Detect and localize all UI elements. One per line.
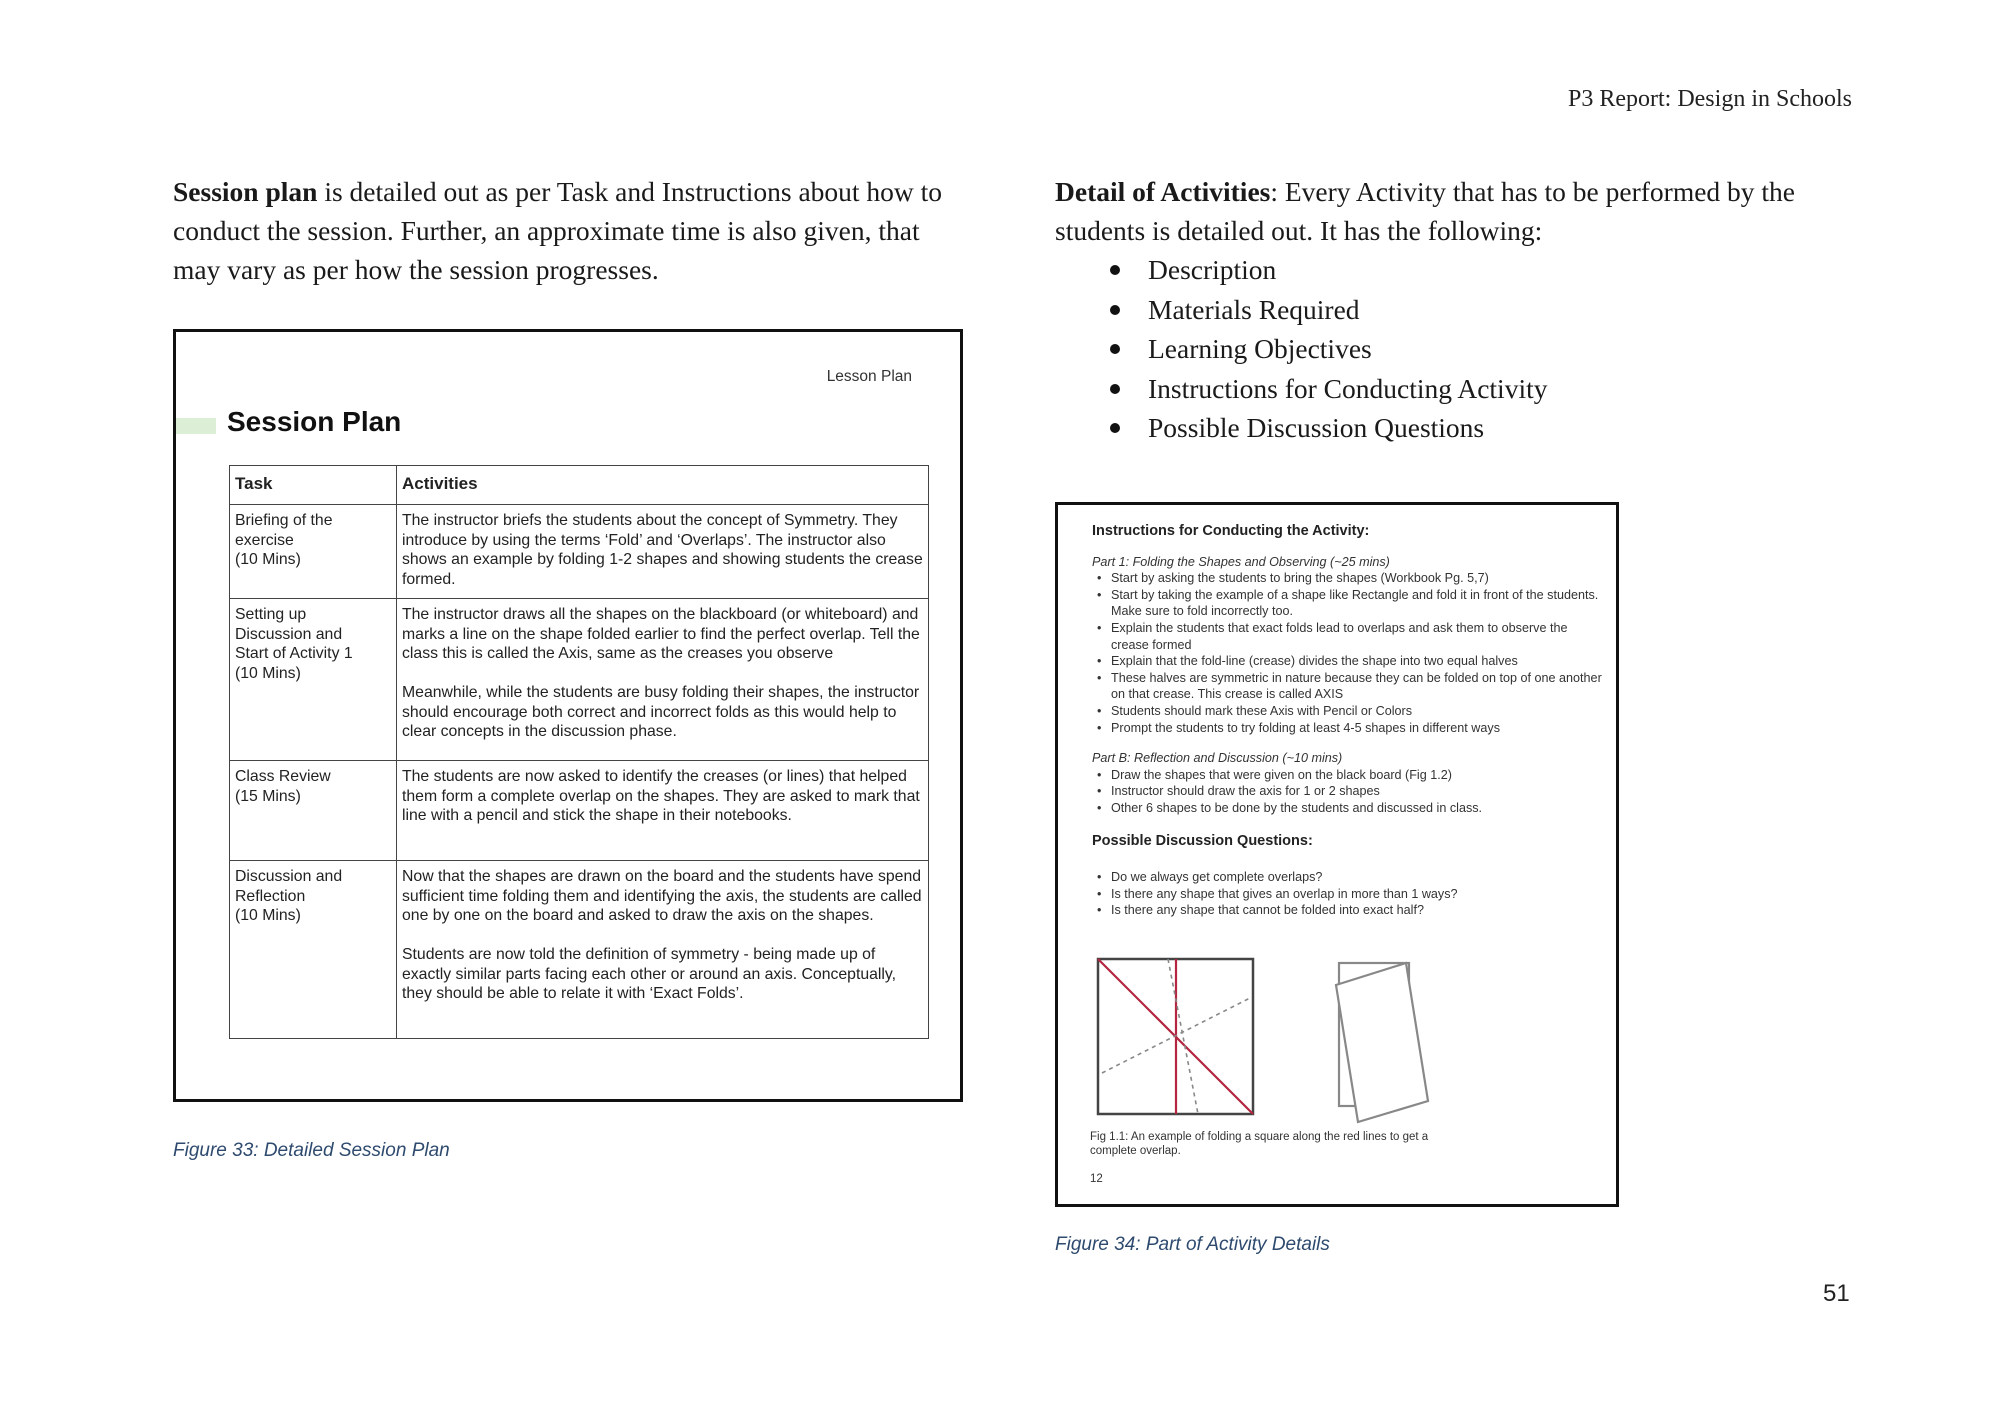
activities-cell: [397, 861, 929, 1039]
instructions-content: [1092, 523, 1602, 919]
list-item: • Is there any shape that gives an overlap in more than 1 ways?: [1106, 886, 1602, 903]
table-header-row: [230, 466, 929, 505]
activity-text: Now that the shapes are drawn on the board and the students have spend sufficient time folding them and identifying the axis, the students are called one by one on the board and asked to draw the axis on the shapes.: [402, 868, 922, 924]
list-item: Instructions for Conducting Activity: [1105, 369, 1855, 409]
list-item: • Prompt the students to try folding at least 4-5 shapes in different ways: [1106, 720, 1602, 737]
instructions-heading: Instructions for Conducting the Activity:: [1092, 523, 1370, 539]
diagram-caption: Fig 1.1: An example of folding a square along the red lines to get a complete overlap.: [1090, 1131, 1429, 1157]
task-line: (10 Mins): [235, 907, 301, 924]
header-task: Task: [230, 466, 397, 505]
discussion-questions-heading: Possible Discussion Questions:: [1092, 832, 1313, 849]
list-item: Description: [1105, 250, 1855, 290]
session-plan-paragraph: [173, 172, 973, 289]
activity-text: The students are now asked to identify the creases (or lines) that helped them form a complete overlap on the shapes. They are asked to mark that line with a pencil and stick the shape in their notebooks.: [402, 768, 920, 824]
figure-33-caption: Figure 33: Detailed Session Plan: [173, 1140, 450, 1161]
figure-34-caption: Figure 34: Part of Activity Details: [1055, 1234, 1330, 1255]
list-item: • Start by taking the example of a shape like Rectangle and fold it in front of the students. Make sure to fold incorrectly too.: [1106, 587, 1602, 620]
activity-text: Students are now told the definition of symmetry - being made up of exactly similar parts facing each other or around an axis. Conceptually, they should be able to relate it with ‘Exact Folds’.: [402, 946, 897, 1002]
list-item: Learning Objectives: [1105, 329, 1855, 369]
activity-text: The instructor briefs the students about the concept of Symmetry. They introduce by using the terms ‘Fold’ and ‘Overlaps’. The instructor also shows an example by folding 1-2 shapes and showing students the crease formed.: [402, 512, 923, 588]
list-item: • Do we always get complete overlaps?: [1106, 869, 1602, 886]
task-line: exercise: [235, 531, 294, 549]
green-accent-bar: [176, 418, 216, 434]
activities-cell: [397, 505, 929, 599]
list-item: • Start by asking the students to bring the shapes (Workbook Pg. 5,7): [1106, 570, 1602, 587]
page-number: 51: [1823, 1280, 1850, 1307]
session-plan-bold-term: Session plan: [173, 176, 318, 207]
figure-34-activity-details-image: [1055, 502, 1619, 1207]
task-line: Discussion and: [235, 868, 343, 885]
list-item: Materials Required: [1105, 290, 1855, 330]
task-line: Start of Activity 1: [235, 645, 353, 662]
task-line: (10 Mins): [235, 551, 301, 568]
list-item: • Draw the shapes that were given on the black board (Fig 1.2): [1106, 767, 1602, 784]
list-item: • Instructor should draw the axis for 1 or 2 shapes: [1106, 783, 1602, 800]
list-item: • Explain the students that exact folds lead to overlaps and ask them to observe the crease formed: [1106, 620, 1602, 653]
task-line: Class Review: [235, 768, 331, 785]
task-line: Discussion and: [235, 625, 343, 643]
list-item: • Explain that the fold-line (crease) divides the shape into two equal halves: [1106, 653, 1602, 670]
list-item: • Is there any shape that cannot be folded into exact half?: [1106, 902, 1602, 919]
session-plan-text: is detailed out as per Task and Instructions about how to conduct the session. Further, an approximate time is also given, that may vary as per how the session progresses.: [173, 176, 943, 285]
overlapping-rectangles-icon: [1336, 963, 1428, 1122]
partB-title: Part B: Reflection and Discussion (~10 mins): [1092, 751, 1343, 766]
activity-details-paragraph: [1055, 172, 1855, 250]
activity-details-text: : Every Activity that has to be performed by the students is detailed out. It has the following:: [1055, 176, 1796, 246]
header-activities: Activities: [397, 466, 929, 505]
partB-list: [1092, 767, 1602, 817]
inner-page-number: 12: [1090, 1173, 1103, 1185]
part1-title: Part 1: Folding the Shapes and Observing (~25 mins): [1092, 554, 1390, 569]
activities-cell: [397, 761, 929, 861]
discussion-questions-list: [1092, 869, 1602, 919]
running-header: P3 Report: Design in Schools: [1567, 86, 1852, 112]
table-row: [230, 861, 929, 1039]
activity-text: The instructor draws all the shapes on the blackboard (or whiteboard) and marks a line on the shape folded earlier to find the perfect overlap. Tell the class this is called the Axis, same as the creases you observe: [402, 606, 920, 662]
list-item: Possible Discussion Questions: [1105, 408, 1855, 448]
task-line: Briefing of the: [235, 512, 333, 529]
square-fold-diagram-icon: [1098, 959, 1253, 1114]
task-line: (15 Mins): [235, 787, 301, 805]
activity-details-bold-term: Detail of Activities: [1055, 176, 1271, 207]
session-plan-title: Session Plan: [227, 406, 402, 437]
task-cell: [230, 505, 397, 599]
task-line: Reflection: [235, 887, 306, 905]
lesson-plan-tag: Lesson Plan: [826, 368, 912, 385]
task-cell: [230, 761, 397, 861]
task-line: Setting up: [235, 606, 307, 623]
activity-details-intro: [1055, 172, 1855, 448]
session-plan-table: [229, 465, 929, 1039]
task-line: (10 Mins): [235, 664, 301, 682]
list-item: • Students should mark these Axis with Pencil or Colors: [1106, 703, 1602, 720]
figure-33-session-plan-image: [173, 329, 963, 1102]
table-row: [230, 761, 929, 861]
folding-diagram: [1096, 957, 1456, 1127]
list-item: • Other 6 shapes to be done by the students and discussed in class.: [1106, 800, 1602, 817]
activity-text: Meanwhile, while the students are busy folding their shapes, the instructor should encourage both correct and incorrect folds as this would help to clear concepts in the discussion phase.: [402, 684, 920, 740]
part1-list: [1092, 570, 1602, 736]
list-item: • These halves are symmetric in nature because they can be folded on top of one another on that crease. This crease is called AXIS: [1106, 670, 1602, 703]
session-plan-intro: [173, 172, 973, 289]
table-row: [230, 599, 929, 761]
table-row: [230, 505, 929, 599]
activity-components-list: [1055, 250, 1855, 448]
task-cell: [230, 599, 397, 761]
activities-cell: [397, 599, 929, 761]
task-cell: [230, 861, 397, 1039]
